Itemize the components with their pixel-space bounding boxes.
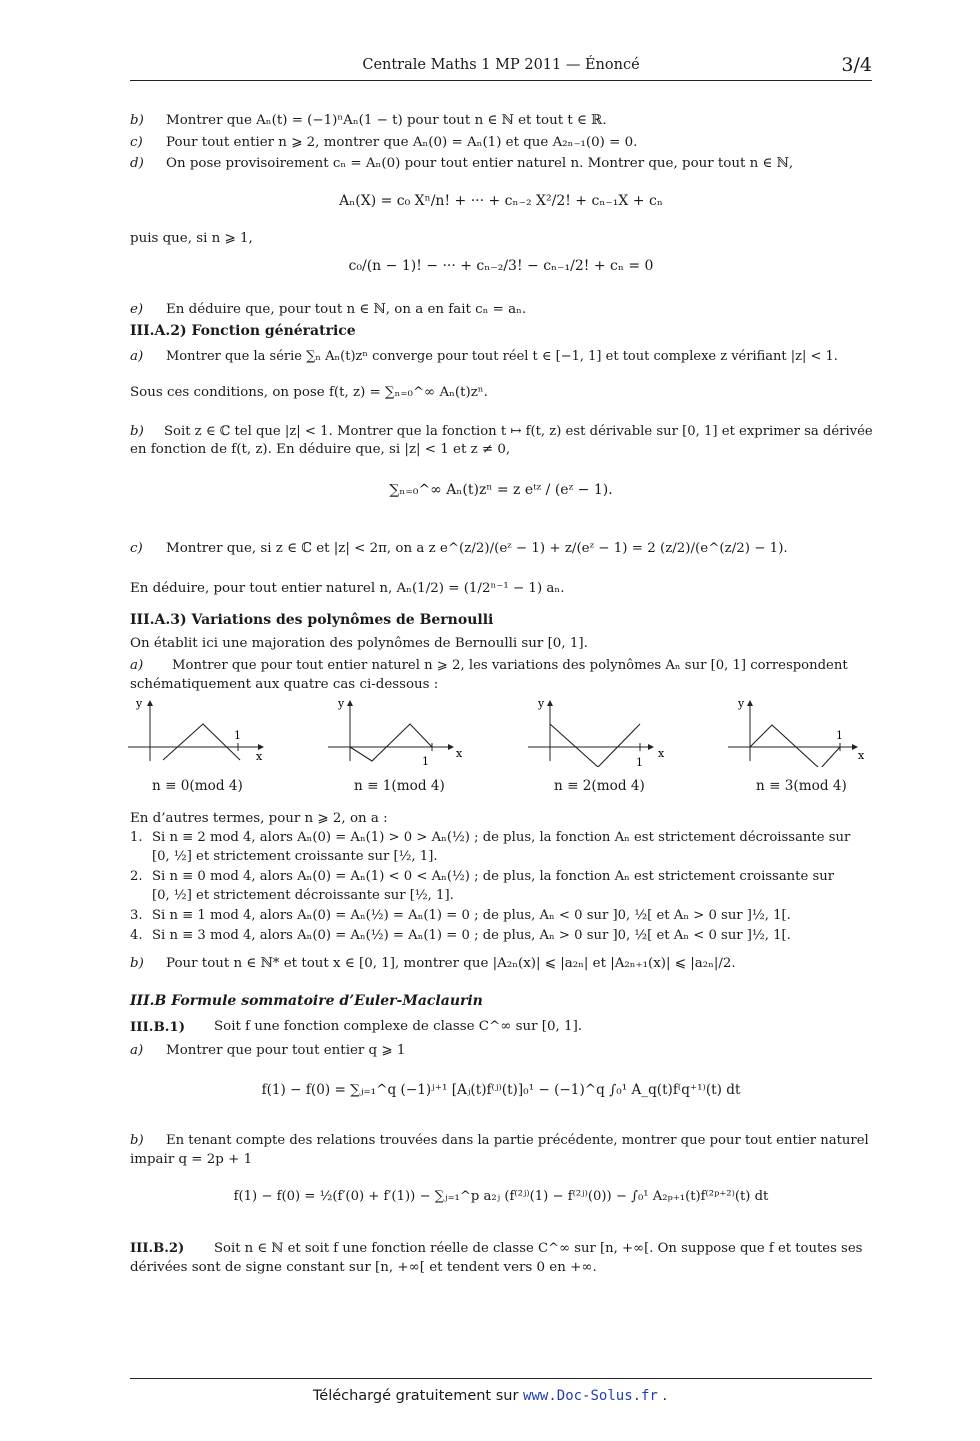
page-number: 3/4	[841, 54, 872, 76]
question-text: Montrer que, si z ∈ ℂ et |z| < 2π, on a z e^(z/2)/(eᶻ − 1) + z/(eᶻ − 1) = 2 (z/2)/(e^(z/2) − 1).	[166, 541, 788, 556]
question-text: Pour tout n ∈ ℕ* et tout x ∈ [0, 1], montrer que |A₂ₙ(x)| ⩽ |a₂ₙ| et |A₂ₙ₊₁(x)| ⩽ |a₂ₙ|/2.	[166, 956, 736, 971]
diagram-caption: n ≡ 0(mod 4)	[152, 778, 243, 794]
question-a3-a	[130, 657, 872, 675]
footer-prefix: Téléchargé gratuitement sur	[312, 1388, 524, 1404]
diagram-caption: n ≡ 2(mod 4)	[554, 778, 645, 794]
curve	[163, 724, 240, 760]
list-number: 4.	[130, 928, 143, 943]
tick-label: 1	[234, 729, 241, 742]
question-b1-b-cont: impair q = 2p + 1	[130, 1152, 253, 1167]
question-label: b)	[130, 1133, 144, 1148]
question-label: b)	[130, 113, 144, 128]
question-b1-a	[130, 1042, 872, 1060]
subsection-b2	[130, 1240, 872, 1258]
y-arrow	[347, 700, 353, 706]
list-item	[130, 829, 872, 847]
question-text: En déduire que, pour tout n ∈ ℕ, on a en fait cₙ = aₙ.	[166, 302, 527, 317]
y-arrow	[147, 700, 153, 706]
y-arrow	[547, 700, 553, 706]
y-label: y	[136, 697, 143, 710]
x-arrow	[648, 744, 654, 750]
x-label: x	[658, 747, 665, 760]
puis-text: puis que, si n ⩾ 1,	[130, 231, 253, 246]
question-text: Montrer que pour tout entier naturel n ⩾ 2, les variations des polynômes Aₙ sur [0, 1] correspondent	[172, 658, 848, 673]
question-label: e)	[130, 302, 144, 317]
subsection-title: III.B.1)	[130, 1019, 186, 1035]
footer	[0, 1388, 980, 1404]
tick-label: 1	[836, 729, 843, 742]
y-arrow	[747, 700, 753, 706]
section-title-a2: III.A.2) Fonction génératrice	[130, 323, 356, 339]
other-words-text: En d’autres termes, pour n ⩾ 2, on a :	[130, 811, 388, 826]
question-text: En tenant compte des relations trouvées dans la partie précédente, montrer que pour tout entier naturel	[166, 1133, 869, 1148]
x-arrow	[448, 744, 454, 750]
subsection-title: III.B.2)	[130, 1241, 185, 1256]
curve	[750, 725, 840, 767]
section-title-a3: III.A.3) Variations des polynômes de Bernoulli	[130, 612, 494, 628]
footer-rule	[130, 1378, 872, 1379]
question-text: Soit z ∈ ℂ tel que |z| < 1. Montrer que la fonction t ↦ f(t, z) est dérivable sur [0, 1] et exprimer sa dérivée	[164, 424, 873, 439]
question-label: c)	[130, 541, 143, 556]
question-label: a)	[130, 658, 144, 673]
x-label: x	[456, 747, 463, 760]
formula-d: Aₙ(X) = c₀ Xⁿ/n! + ··· + cₙ₋₂ X²/2! + cₙ₋₁X + cₙ	[339, 193, 663, 209]
question-a3-a-cont: schématiquement aux quatre cas ci-dessous :	[130, 677, 439, 692]
x-label: x	[858, 749, 865, 762]
list-number: 1.	[130, 830, 143, 845]
footer-link[interactable]: www.Doc-Solus.fr	[523, 1388, 658, 1404]
list-text: [0, ½] et strictement croissante sur [½, 1].	[152, 849, 438, 864]
diagram-mod4-1	[328, 697, 478, 767]
tick-label: 1	[422, 755, 429, 767]
subsection-text: Soit n ∈ ℕ et soit f une fonction réelle de classe C^∞ sur [n, +∞[. On suppose que f et toutes ses	[214, 1241, 863, 1256]
formula-euler-q: f(1) − f(0) = ∑ⱼ₌₁^q (−1)ʲ⁺¹ [Aⱼ(t)f⁽ʲ⁾(t)]₀¹ − (−1)^q ∫₀¹ A_q(t)f⁽q⁺¹⁾(t) dt	[261, 1082, 741, 1098]
y-label: y	[738, 697, 745, 710]
question-text: On pose provisoirement cₙ = Aₙ(0) pour tout entier naturel n. Montrer que, pour tout n ∈ ℕ,	[166, 156, 794, 171]
list-item	[130, 907, 872, 925]
question-a1-c	[130, 134, 872, 152]
subsection-text: Soit f une fonction complexe de classe C^∞ sur [0, 1].	[214, 1019, 583, 1034]
list-number: 3.	[130, 908, 143, 923]
question-a1-b	[130, 112, 872, 130]
deduce-text: En déduire, pour tout entier naturel n, Aₙ(1/2) = (1/2ⁿ⁻¹ − 1) aₙ.	[130, 581, 565, 596]
tick-label: 1	[636, 756, 643, 767]
diagram-mod4-2	[528, 697, 678, 767]
formula-puis: c₀/(n − 1)! − ··· + cₙ₋₂/3! − cₙ₋₁/2! + cₙ = 0	[348, 258, 654, 274]
question-a1-d	[130, 155, 872, 173]
diagram-caption: n ≡ 3(mod 4)	[756, 778, 847, 794]
question-label: b)	[130, 424, 144, 439]
page-header	[130, 54, 872, 81]
subsection-b1	[130, 1018, 872, 1037]
subsection-b2-cont: dérivées sont de signe constant sur [n, +∞[ et tendent vers 0 en +∞.	[130, 1260, 597, 1275]
question-a1-e	[130, 301, 872, 319]
diagram-mod4-3	[728, 697, 878, 767]
list-text: Si n ≡ 2 mod 4, alors Aₙ(0) = Aₙ(1) > 0 > Aₙ(½) ; de plus, la fonction Aₙ est strictement décroissante sur	[152, 830, 851, 845]
question-label: c)	[130, 135, 143, 150]
question-label: b)	[130, 956, 144, 971]
question-a2-a	[130, 348, 872, 366]
question-a2-c	[130, 540, 872, 558]
question-a2-b-cont: en fonction de f(t, z). En déduire que, si |z| < 1 et z ≠ 0,	[130, 442, 511, 457]
question-text: Montrer que pour tout entier q ⩾ 1	[166, 1043, 406, 1058]
list-text: [0, ½] et strictement décroissante sur [½, 1].	[152, 888, 454, 903]
diagram-mod4-0	[128, 697, 278, 767]
list-item	[130, 868, 872, 886]
list-text: Si n ≡ 0 mod 4, alors Aₙ(0) = Aₙ(1) < 0 < Aₙ(½) ; de plus, la fonction Aₙ est strictement croissante sur	[152, 869, 835, 884]
section-title-b: III.B Formule sommatoire d’Euler-Maclaurin	[130, 993, 483, 1009]
list-text: Si n ≡ 1 mod 4, alors Aₙ(0) = Aₙ(½) = Aₙ(1) = 0 ; de plus, Aₙ < 0 sur ]0, ½[ et Aₙ > 0 sur ]½, 1[.	[152, 908, 791, 923]
formula-generating: ∑ₙ₌₀^∞ Aₙ(t)zⁿ = z eᵗᶻ / (eᶻ − 1).	[389, 482, 613, 498]
question-label: a)	[130, 349, 144, 364]
question-label: a)	[130, 1043, 144, 1058]
conditions-text: Sous ces conditions, on pose f(t, z) = ∑ₙ₌₀^∞ Aₙ(t)zⁿ.	[130, 385, 488, 400]
y-label: y	[538, 697, 545, 710]
question-label: d)	[130, 156, 144, 171]
list-number: 2.	[130, 869, 143, 884]
question-text: Montrer que Aₙ(t) = (−1)ⁿAₙ(1 − t) pour tout n ∈ ℕ et tout t ∈ ℝ.	[166, 113, 607, 128]
footer-suffix: .	[657, 1388, 668, 1404]
list-text: Si n ≡ 3 mod 4, alors Aₙ(0) = Aₙ(½) = Aₙ(1) = 0 ; de plus, Aₙ > 0 sur ]0, ½[ et Aₙ < 0 sur ]½, 1[.	[152, 928, 791, 943]
question-text: Montrer que la série ∑ₙ Aₙ(t)zⁿ converge pour tout réel t ∈ [−1, 1] et tout complexe z vérifiant |z| < 1.	[166, 349, 838, 364]
page-title: Centrale Maths 1 MP 2011 — Énoncé	[362, 57, 640, 73]
x-label: x	[256, 750, 263, 763]
question-a2-b	[130, 423, 872, 441]
question-b1-b	[130, 1132, 872, 1150]
diagram-caption: n ≡ 1(mod 4)	[354, 778, 445, 794]
question-text: Pour tout entier n ⩾ 2, montrer que Aₙ(0) = Aₙ(1) et que A₂ₙ₋₁(0) = 0.	[166, 135, 638, 150]
intro-text: On établit ici une majoration des polynômes de Bernoulli sur [0, 1].	[130, 636, 588, 651]
question-a3-b	[130, 955, 872, 973]
formula-euler-p: f(1) − f(0) = ½(f′(0) + f′(1)) − ∑ⱼ₌₁^p a₂ⱼ (f⁽²ʲ⁾(1) − f⁽²ʲ⁾(0)) − ∫₀¹ A₂ₚ₊₁(t)f⁽²ᵖ⁺²⁾(t) dt	[233, 1189, 769, 1204]
curve	[350, 724, 432, 761]
y-label: y	[338, 697, 345, 710]
list-item	[130, 927, 872, 945]
curve	[550, 724, 640, 767]
